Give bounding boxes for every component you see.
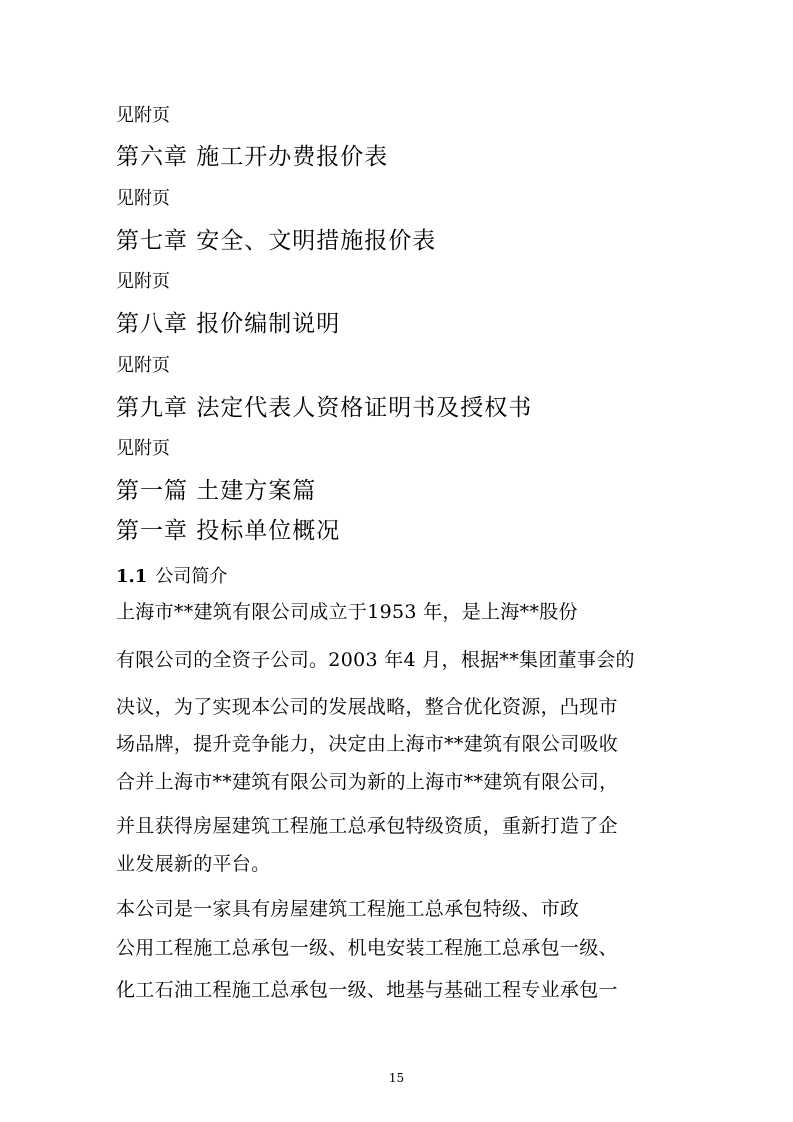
chapter-heading: 第六章 施工开办费报价表: [116, 144, 389, 170]
appendix-note: 见附页: [116, 271, 170, 292]
paragraph-line: 决议，为了实现本公司的发展战略，整合优化资源，凸现市: [116, 696, 618, 718]
paragraph-line: 公用工程施工总承包一级、机电安装工程施工总承包一级、: [116, 937, 618, 959]
part-heading: 第一篇 土建方案篇: [116, 478, 317, 504]
appendix-note: 见附页: [116, 355, 170, 376]
paragraph-line: 有限公司的全资子公司。2003 年4 月，根据**集团董事会的: [116, 649, 635, 671]
appendix-note: 见附页: [116, 188, 170, 209]
appendix-note: 见附页: [116, 105, 170, 126]
paragraph-line: 上海市**建筑有限公司成立于1953 年，是上海**股份: [116, 601, 578, 623]
chapter-heading: 第八章 报价编制说明: [116, 311, 341, 337]
paragraph-line: 本公司是一家具有房屋建筑工程施工总承包特级、市政: [116, 898, 580, 920]
paragraph-line: 化工石油工程施工总承包一级、地基与基础工程专业承包一: [116, 979, 618, 1001]
chapter-heading: 第七章 安全、文明措施报价表: [116, 228, 437, 254]
chapter-heading: 第九章 法定代表人资格证明书及授权书: [116, 395, 533, 421]
paragraph-line: 并且获得房屋建筑工程施工总承包特级资质，重新打造了企: [116, 815, 618, 837]
section-title: 公司简介: [155, 566, 228, 587]
appendix-note: 见附页: [116, 438, 170, 459]
paragraph-line: 场品牌，提升竞争能力，决定由上海市**建筑有限公司吸收: [116, 733, 619, 755]
paragraph-line: 合并上海市**建筑有限公司为新的上海市**建筑有限公司，: [116, 771, 619, 793]
section-number: 1.1: [116, 566, 148, 587]
chapter-heading: 第一章 投标单位概况: [116, 518, 341, 544]
section-heading: [116, 567, 227, 587]
paragraph-line: 业发展新的平台。: [116, 853, 271, 875]
page-number: 15: [388, 1071, 405, 1085]
